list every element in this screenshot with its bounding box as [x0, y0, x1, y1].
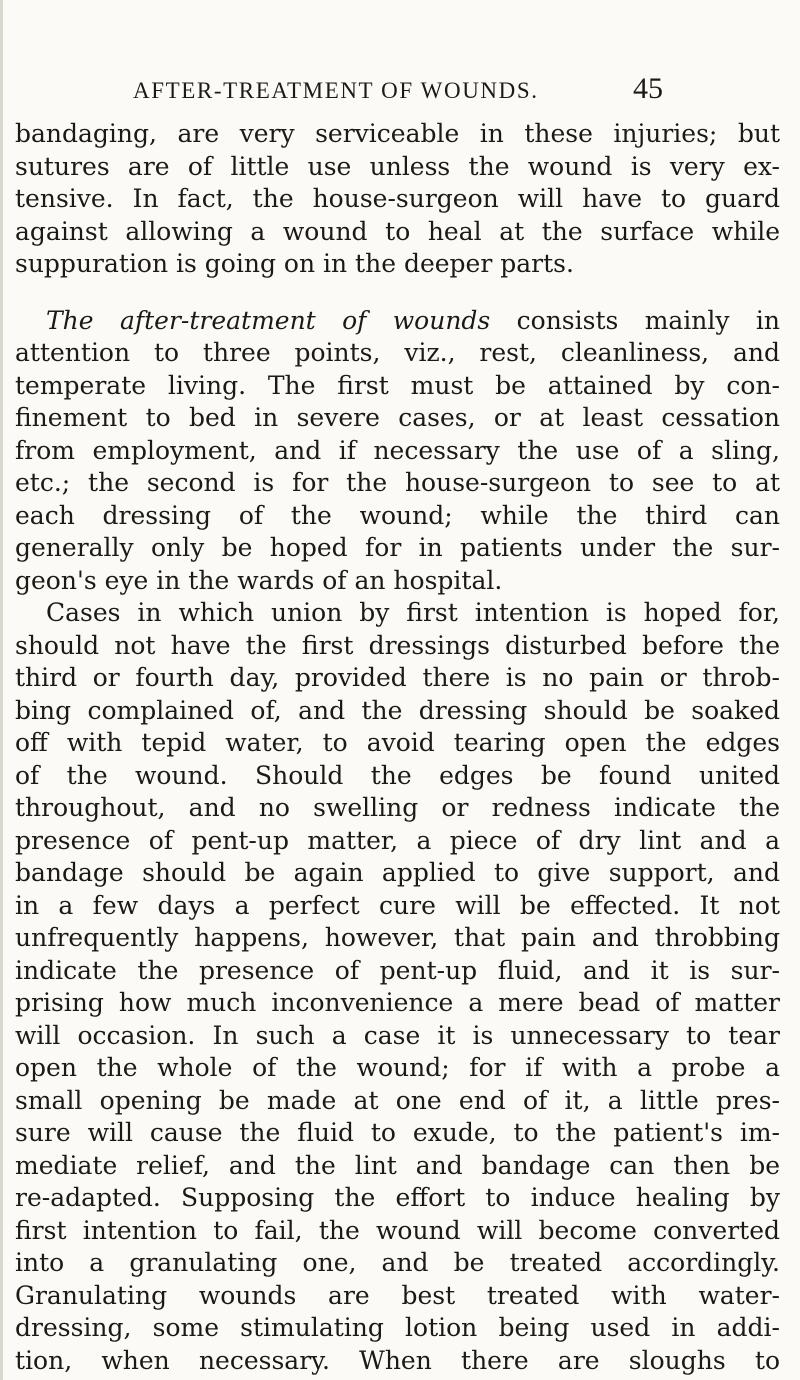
text-line: sutures are of little use unless the wound is very ex-: [15, 151, 780, 181]
text-line: in a few days a perfect cure will be effected. It not: [15, 890, 780, 920]
text-line: unfrequently happens, however, that pain and throbbing: [15, 923, 780, 952]
text-line: into a granulating one, and be treated accordingly.: [15, 1248, 780, 1277]
text-line: tion, when necessary. When there are sloughs to: [15, 1345, 780, 1375]
text-line: off with tepid water, to avoid tearing open the edges: [15, 728, 780, 757]
text-line: small opening be made at one end of it, a little pres-: [15, 1085, 780, 1115]
text-line: temperate living. The first must be attained by con-: [15, 370, 780, 400]
text-span: consists mainly in: [490, 305, 780, 335]
text-line: each dressing of the wound; while the third can: [15, 500, 780, 530]
text-line: tensive. In fact, the house-surgeon will have to guard: [15, 184, 780, 213]
text-line: geon's eye in the wards of an hospital.: [15, 565, 503, 595]
text-line: finement to bed in severe cases, or at least cessation: [15, 403, 780, 432]
body-text: [15, 118, 780, 1377]
page-edge-shadow: [0, 0, 3, 1380]
text-line: re-adapted. Supposing the effort to induce healing by: [15, 1183, 780, 1212]
text-line: Granulating wounds are best treated with water-: [15, 1280, 780, 1310]
text-line: Cases in which union by first intention is hoped for,: [46, 598, 780, 627]
text-line: mediate relief, and the lint and bandage can then be: [15, 1150, 780, 1180]
text-line: bandaging, are very serviceable in these injuries; but: [15, 119, 780, 148]
text-line: generally only be hoped for in patients under the sur-: [15, 533, 780, 562]
text-line: throughout, and no swelling or redness indicate the: [15, 793, 780, 822]
text-line: presence of pent-up matter, a piece of dry lint and a: [15, 825, 780, 855]
text-line: third or fourth day, provided there is no pain or throb-: [15, 663, 780, 692]
text-line: against allowing a wound to heal at the surface while: [15, 216, 780, 246]
text-line: attention to three points, viz., rest, cleanliness, and: [15, 338, 780, 367]
running-head: AFTER-TREATMENT OF WOUNDS.: [133, 78, 539, 103]
text-line: [15, 305, 780, 338]
text-line: bandage should be again applied to give support, and: [15, 858, 780, 887]
text-line: will occasion. In such a case it is unnecessary to tear: [15, 1020, 780, 1050]
page-number: 45: [633, 72, 663, 105]
text-line: dressing, some stimulating lotion being used in addi-: [15, 1313, 780, 1342]
text-line: etc.; the second is for the house-surgeon to see to at: [15, 468, 780, 497]
text-line: suppuration is going on in the deeper parts.: [15, 249, 574, 278]
text-line: should not have the first dressings disturbed before the: [15, 630, 780, 660]
paragraph-gap: [15, 281, 780, 305]
text-line: of the wound. Should the edges be found united: [15, 760, 780, 790]
text-line: indicate the presence of pent-up fluid, and it is sur-: [15, 955, 780, 985]
text-line: sure will cause the fluid to exude, to the patient's im-: [15, 1118, 780, 1147]
text-line: open the whole of the wound; for if with a probe a: [15, 1053, 780, 1082]
text-line: from employment, and if necessary the use of a sling,: [15, 435, 780, 465]
text-line: prising how much inconvenience a mere bead of matter: [15, 988, 780, 1017]
text-line: first intention to fail, the wound will become converted: [15, 1215, 780, 1245]
text-line: bing complained of, and the dressing should be soaked: [15, 695, 780, 725]
italic-lead: The after-treatment of wounds: [46, 305, 491, 335]
page-header: [133, 72, 663, 112]
